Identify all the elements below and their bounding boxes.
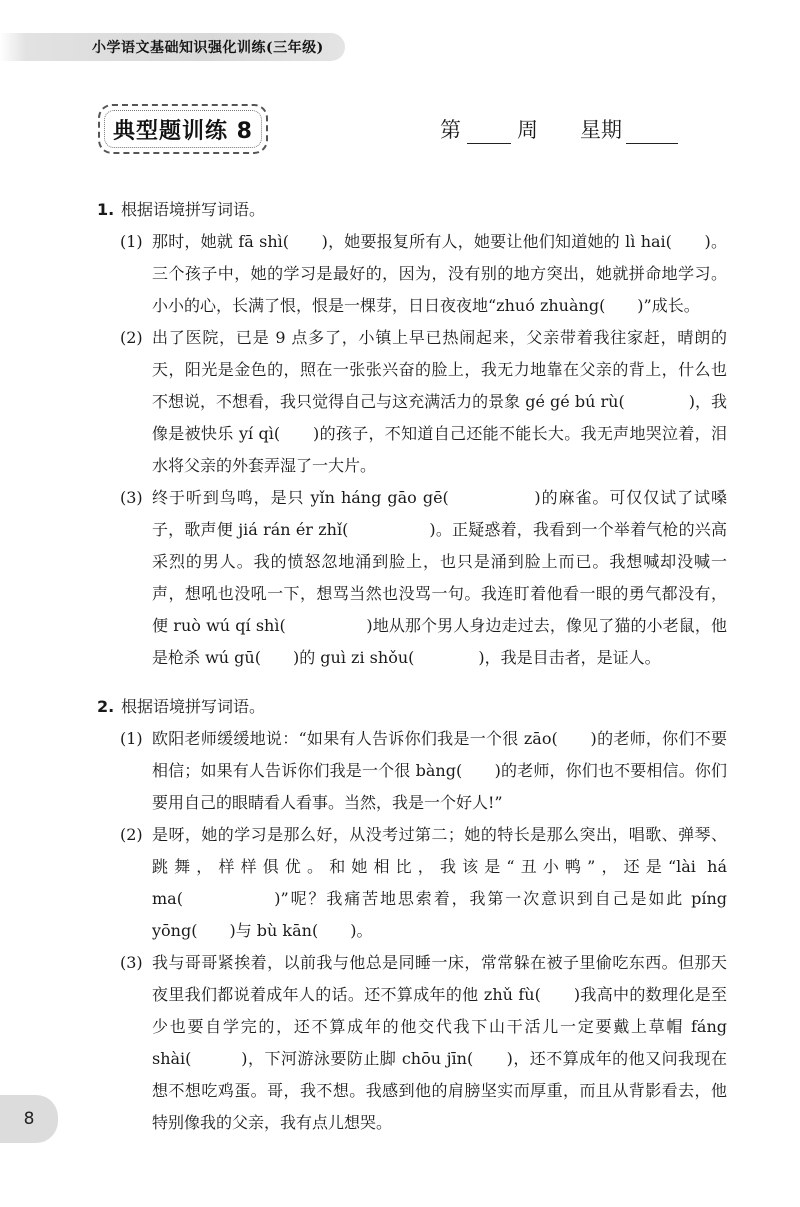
question-title	[97, 691, 727, 723]
week-date-line	[440, 114, 678, 144]
week-prefix: 第	[440, 118, 461, 142]
exercise-content	[97, 194, 727, 1156]
question	[97, 194, 727, 674]
item-number: (1)	[120, 729, 143, 748]
item-number: (2)	[120, 328, 143, 347]
weekday-label: 星期	[580, 118, 622, 142]
item-number: (3)	[120, 488, 143, 507]
book-title: 小学语文基础知识强化训练(三年级)	[92, 40, 324, 56]
question-instruction: 根据语境拼写词语。	[121, 697, 266, 716]
question-title	[97, 194, 727, 226]
item-text: 出了医院，已是 9 点多了，小镇上早已热闹起来，父亲带着我往家赶，晴朗的天，阳光是金色的，照在一张张兴奋的脸上，我无力地靠在父亲的背上，什么也不想说，不想看，我只觉得自己与这充满活力的景象 gé gé bú rù( )，我像是被快乐 yí qì( )的孩子，不知道自己还能不能长大。我无声地哭泣着，泪水将父亲的外套弄湿了一大片。	[152, 328, 727, 475]
question-item	[120, 947, 727, 1139]
lesson-title-frame	[98, 104, 268, 154]
question-number: 2.	[97, 697, 115, 716]
question	[97, 691, 727, 1139]
question-item	[120, 226, 727, 322]
page-number-tab	[0, 1095, 58, 1143]
item-number: (1)	[120, 232, 143, 251]
item-text: 我与哥哥紧挨着，以前我与他总是同睡一床，常常躲在被子里偷吃东西。但那天夜里我们都说着成年人的话。还不算成年的他 zhǔ fù( )我高中的数理化是至少也要自学完的，还不算成年的他交代我下山干活儿一定要戴上草帽 fáng shài( )，下河游泳要防止脚 chōu jīn( )，还不算成年的他又问我现在想不想吃鸡蛋。哥，我不想。我感到他的肩膀坚实而厚重，而且从背影看去，他特别像我的父亲，我有点儿想哭。	[152, 953, 727, 1132]
item-text: 欧阳老师缓缓地说：“如果有人告诉你们我是一个很 zāo( )的老师，你们不要相信；如果有人告诉你们我是一个很 bàng( )的老师，你们也不要相信。你们要用自己的眼睛看人看事。当然，我是一个好人!”	[152, 729, 727, 812]
page-number: 8	[23, 1109, 35, 1129]
question-number: 1.	[97, 200, 115, 219]
item-number: (2)	[120, 825, 143, 844]
item-text: 是呀，她的学习是那么好，从没考过第二；她的特长是那么突出，唱歌、弹琴、跳舞，样样俱优。和她相比，我该是“丑小鸭”，还是“lài há ma( )”呢？我痛苦地思索着，我第一次意识到自己是如此 píng yōng( )与 bù kān( )。	[152, 825, 727, 940]
week-word: 周	[517, 118, 538, 142]
weekday-blank[interactable]	[626, 121, 678, 144]
question-item	[120, 723, 727, 819]
question-item	[120, 482, 727, 674]
question-item	[120, 819, 727, 947]
question-instruction: 根据语境拼写词语。	[121, 200, 266, 219]
item-number: (3)	[120, 953, 143, 972]
week-number-blank[interactable]	[467, 121, 511, 144]
item-text: 终于听到鸟鸣，是只 yǐn háng gāo gē( )的麻雀。可仅仅试了试嗓子，歌声便 jiá rán ér zhǐ( )。正疑惑着，我看到一个举着气枪的兴高采烈的男人。我的愤怒忽地涌到脸上，也只是涌到脸上而已。我想喊却没喊一声，想吼也没吼一下，想骂当然也没骂一句。我连盯着他看一眼的勇气都没有，便 ruò wú qí shì( )地从那个男人身边走过去，像见了猫的小老鼠，他是枪杀 wú gū( )的 guì zi shǒu( )，我是目击者，是证人。	[152, 488, 727, 667]
question-item	[120, 322, 727, 482]
item-text: 那时，她就 fā shì( )，她要报复所有人，她要让他们知道她的 lì hai( )。三个孩子中，她的学习是最好的，因为，没有别的地方突出，她就拼命地学习。小小的心，长满了恨，恨是一棵芽，日日夜夜地“zhuó zhuàng( )”成长。	[152, 232, 727, 315]
lesson-title: 典型题训练 8	[113, 118, 253, 144]
